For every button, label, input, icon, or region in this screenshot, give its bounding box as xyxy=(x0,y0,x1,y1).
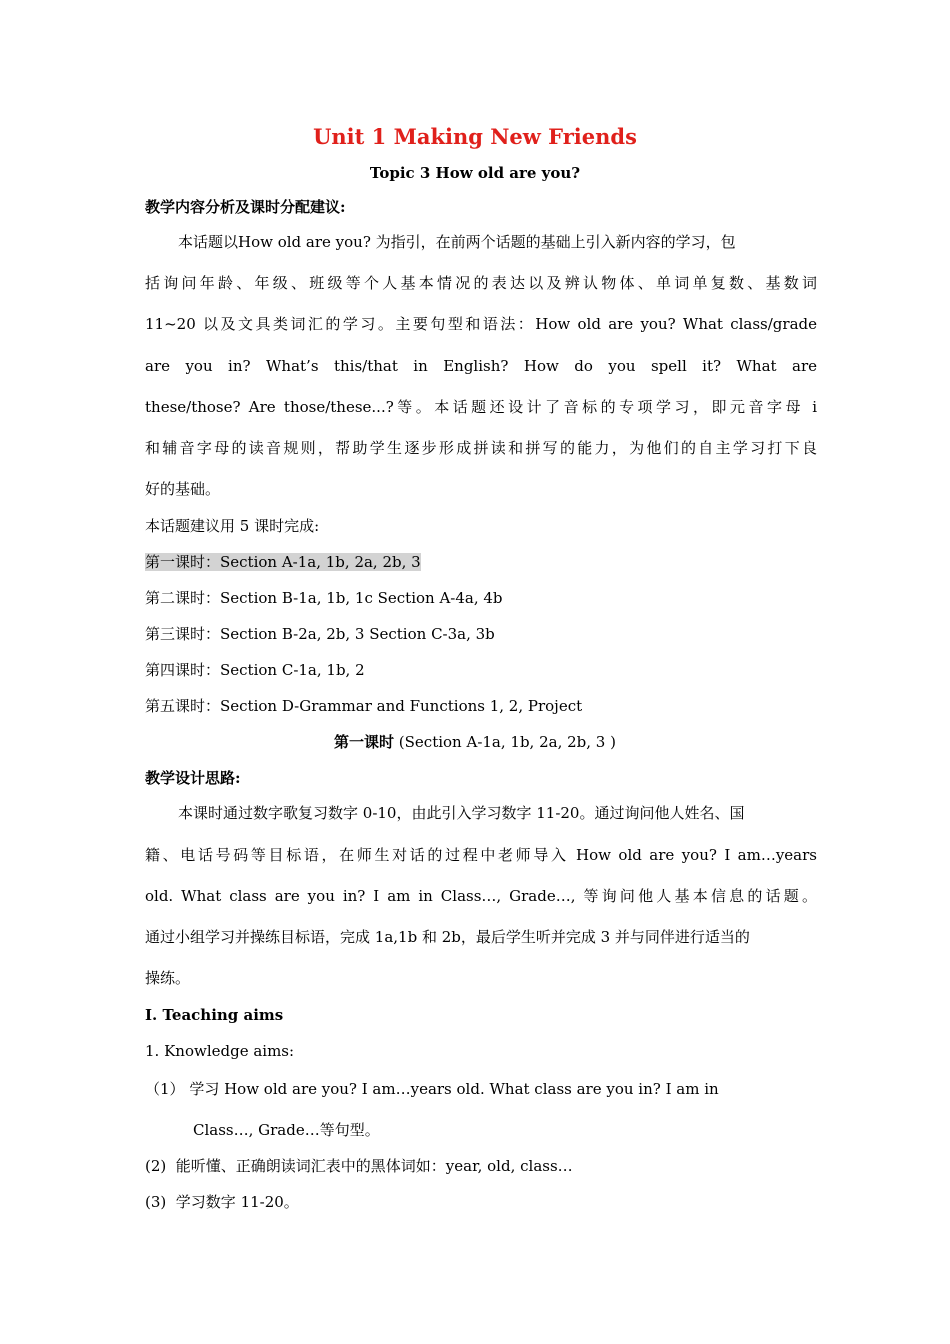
aim-item xyxy=(145,1156,817,1176)
lesson-item: 第五课时：Section D-Grammar and Functions 1, 2, Project xyxy=(145,697,583,715)
design-paragraph-line: 本课时通过数字歌复习数字 0-10，由此引入学习数字 11-20。通过询问他人姓名、国 xyxy=(178,804,745,822)
analysis-paragraph-line: 11~20 以及文具类词汇的学习。主要句型和语法：How old are you? What class/grade xyxy=(145,315,817,333)
aim-item-text: 学习数字 11-20。 xyxy=(175,1193,299,1211)
topic-title: Topic 3 How old are you? xyxy=(369,164,581,182)
section-heading-analysis: 教学内容分析及课时分配建议: xyxy=(145,198,346,216)
aim-item-text: 学习 How old are you? I am…years old. What class are you in? I am in xyxy=(184,1080,719,1098)
aim-item-continuation: Class…, Grade…等句型。 xyxy=(193,1121,380,1139)
lesson-item: 第二课时：Section B-1a, 1b, 1c Section A-4a, 4b xyxy=(145,589,503,607)
lesson-plan-intro: 本话题建议用 5 课时完成: xyxy=(145,517,320,535)
aim-item-number: （1） xyxy=(145,1080,185,1098)
aim-item xyxy=(145,1079,817,1099)
design-paragraph-line: old. What class are you in? I am in Class…, Grade…, 等询问他人基本信息的话题。 xyxy=(145,887,817,905)
unit-title: Unit 1 Making New Friends xyxy=(313,124,637,149)
lesson-item-highlighted: 第一课时：Section A-1a, 1b, 2a, 2b, 3 xyxy=(145,553,421,571)
analysis-paragraph-line: are you in? What’s this/that in English? How do you spell it? What are xyxy=(145,357,817,375)
analysis-paragraph-line: 好的基础。 xyxy=(145,480,221,498)
analysis-paragraph-line: 括询问年龄、年级、班级等个人基本情况的表达以及辨认物体、单词单复数、基数词 xyxy=(145,274,817,292)
aim-item xyxy=(145,1192,817,1212)
aim-item-text: 能听懂、正确朗读词汇表中的黑体词如：year, old, class… xyxy=(175,1157,573,1175)
lesson1-heading-sections: (Section A-1a, 1b, 2a, 2b, 3 ) xyxy=(394,733,616,751)
analysis-paragraph-line: these/those? Are those/these...?等。本话题还设计了音标的专项学习，即元音字母 i xyxy=(145,398,817,416)
lesson-item: 第四课时：Section C-1a, 1b, 2 xyxy=(145,661,365,679)
design-paragraph-line: 通过小组学习并操练目标语，完成 1a,1b 和 2b，最后学生听并完成 3 并与同伴进行适当的 xyxy=(145,928,750,946)
analysis-paragraph-line: 和辅音字母的读音规则，帮助学生逐步形成拼读和拼写的能力，为他们的自主学习打下良 xyxy=(145,439,817,457)
design-paragraph-line: 操练。 xyxy=(145,969,191,987)
knowledge-aims-heading: 1. Knowledge aims: xyxy=(145,1042,295,1060)
design-heading: 教学设计思路: xyxy=(145,769,241,787)
lesson1-heading xyxy=(0,732,950,752)
analysis-paragraph-line: 本话题以How old are you? 为指引，在前两个话题的基础上引入新内容的学习，包 xyxy=(178,233,736,251)
lesson1-heading-label: 第一课时 xyxy=(334,733,395,751)
lesson-item: 第三课时：Section B-2a, 2b, 3 Section C-3a, 3b xyxy=(145,625,495,643)
teaching-aims-heading: Ⅰ. Teaching aims xyxy=(145,1006,284,1024)
aim-item-number: (3) xyxy=(145,1193,167,1211)
lesson-item xyxy=(145,552,421,572)
aim-item-number: (2) xyxy=(145,1157,167,1175)
design-paragraph-line: 籍、电话号码等目标语，在师生对话的过程中老师导入 How old are you? I am…years xyxy=(145,846,817,864)
